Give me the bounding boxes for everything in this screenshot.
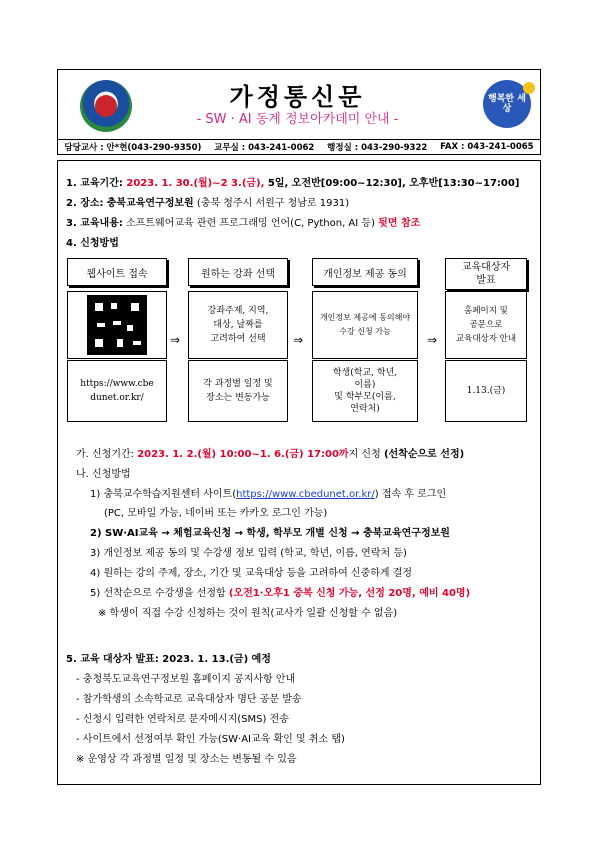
contact-bar [57, 139, 541, 155]
logo-text: 행복한 세상 [488, 94, 526, 114]
apply-step-2: 2) SW·AI교육 → 체험교육신청 → 학생, 학부모 개별 신청 → 충북교육연구정보원 [90, 528, 450, 539]
qr-code-image [87, 295, 147, 355]
contact-admin: 행정실 : 043-290-9322 [327, 143, 428, 153]
flow-step-website: 웹사이트 접속 [67, 258, 167, 286]
section-5-note: ※ 운영상 각 과정별 일정 및 장소는 변동될 수 있음 [76, 754, 297, 765]
apply-step-1: 1) 충북교수학습지원센터 사이트(https://www.cbedunet.or.kr/) 접속 후 로그인 [90, 489, 447, 500]
apply-note: ※ 학생이 직접 수강 신청하는 것이 원칙(교사가 일괄 신청할 수 없음) [98, 608, 398, 619]
qr-code-cell [67, 291, 167, 359]
flow-step-announce: 교육대상자 발표 [445, 258, 527, 290]
section-3-content: 3. 교육내용: 소프트웨어교육 관련 프로그래밍 언어(C, Python, AI 등) 뒷면 참조 [66, 218, 421, 229]
apply-step-1-note: (PC, 모바일 가능, 네이버 또는 카카오 로그인 가능) [104, 508, 328, 519]
section-5-item: - 충청북도교육연구정보원 홈페이지 공지사항 안내 [76, 674, 296, 685]
page-title: 가정통신문 [229, 82, 366, 111]
apply-method-label: 나. 신청방법 [76, 469, 131, 480]
apply-step-5: 5) 선착순으로 수강생을 선정함 (오전1·오후1 중복 신청 가능, 선정 20명, 예비 40명) [90, 588, 471, 599]
section-5-item: - 사이트에서 선정여부 확인 가능(SW·AI교육 확인 및 취소 탭) [76, 734, 345, 745]
flow-arrow-icon: ⇒ [293, 333, 304, 347]
flow-consent-desc: 개인정보 제공에 동의해야 수강 신청 가능 [312, 291, 418, 359]
flow-announce-desc: 홈페이지 및 공문으로 교육대상자 안내 [445, 291, 527, 359]
school-emblem-logo [80, 80, 132, 132]
flow-step-course: 원하는 강좌 선택 [188, 258, 288, 286]
flow-consent-info: 학생(학교, 학년, 이름) 및 학부모(이름, 연락처) [312, 360, 418, 422]
cbedunet-link[interactable]: https://www.cbedunet.or.kr/ [236, 489, 375, 500]
section-4-method: 4. 신청방법 [66, 238, 119, 249]
flow-course-note: 각 과정별 일정 및 장소는 변동가능 [188, 360, 288, 422]
section-1-period: 1. 교육기간: 2023. 1. 30.(월)~2 3.(금), 5일, 오전반[09:00~12:30], 오후반[13:30~17:00] [66, 178, 520, 189]
flow-website-url: https://www.cbe dunet.or.kr/ [67, 360, 167, 422]
flow-arrow-icon: ⇒ [427, 333, 438, 347]
apply-step-3: 3) 개인정보 제공 동의 및 수강생 정보 입력 (학교, 학년, 이름, 연락처 등) [90, 548, 407, 559]
contact-office: 교무실 : 043-241-0062 [214, 143, 315, 153]
contact-teacher: 담당교사 : 안*현(043-290-9350) [64, 143, 202, 153]
contact-fax: FAX : 043-241-0065 [440, 142, 534, 152]
flow-step-consent: 개인정보 제공 동의 [312, 258, 418, 286]
section-5-item: - 참가학생의 소속학교로 교육대상자 명단 공문 발송 [76, 694, 302, 705]
flow-course-desc: 강좌주제, 지역, 대상, 날짜를 고려하여 선택 [188, 291, 288, 359]
section-5-title: 5. 교육 대상자 발표: 2023. 1. 13.(금) 예정 [66, 654, 271, 665]
apply-step-4: 4) 원하는 강의 주제, 장소, 기간 및 교육대상 등을 고려하여 신중하게 결정 [90, 568, 413, 579]
education-office-logo [483, 80, 531, 128]
section-2-place: 2. 장소: 충북교육연구정보원 (충북 청주시 서원구 청남로 1931) [66, 198, 350, 209]
apply-period: 가. 신청기간: 2023. 1. 2.(월) 10:00~1. 6.(금) 17:00까지 신청 (선착순으로 선정) [76, 449, 465, 460]
section-5-item: - 신청시 입력한 연락처로 문자메시지(SMS) 전송 [76, 714, 289, 725]
flow-arrow-icon: ⇒ [170, 333, 181, 347]
flow-announce-date: 1.13.(금) [445, 360, 527, 422]
page-subtitle: - SW · AI 동계 정보아카데미 안내 - [196, 112, 399, 127]
